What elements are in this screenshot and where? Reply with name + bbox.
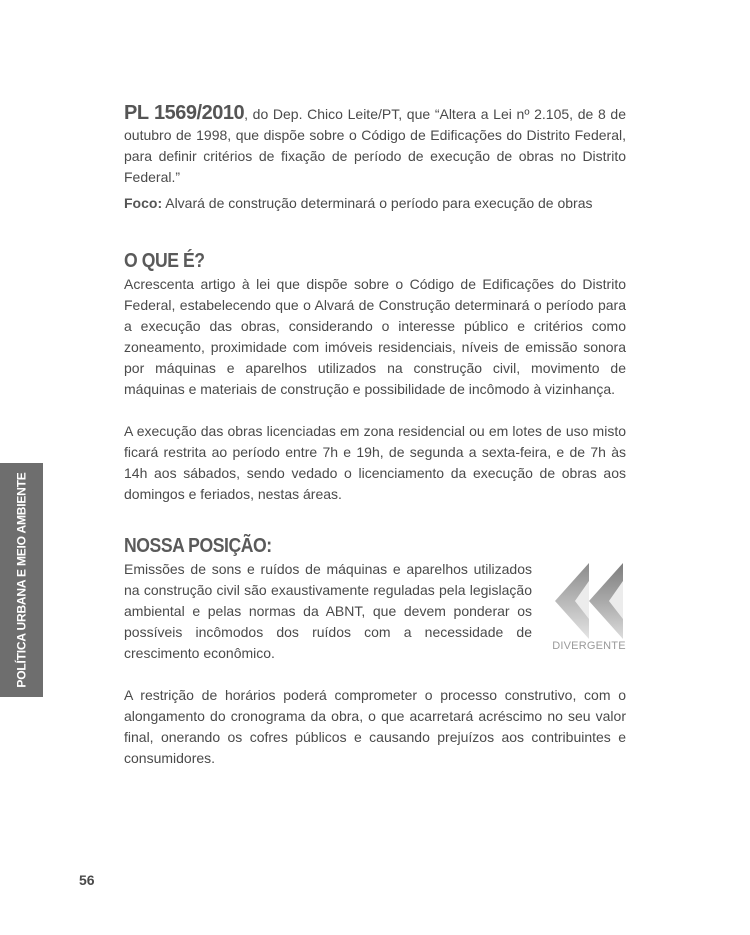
what-is-paragraph-1: Acrescenta artigo à lei que dispõe sobre o Código de Edificações do Distrito Federal, estabelecendo que o Alvará de Construção determinará o período para a execução das obras, considerando o interesse público e critérios como zoneamento, proximidade com imóveis residenciais, níveis de emissão sonora por máquinas e aparelhos utilizados na construção civil, movimento de máquinas e materiais de construção e possibilidade de incômodo à vizinhança.	[124, 276, 626, 397]
bill-intro	[124, 103, 626, 188]
bill-focus	[124, 193, 626, 214]
double-left-arrow-icon	[553, 561, 625, 639]
page-number: 56	[79, 872, 95, 888]
bill-description: , do Dep. Chico Leite/PT, que “Altera a Lei nº 2.105, de 8 de outubro de 1998, que dispõe sobre o Código de Edificações do Distrito Federal, para definir critérios de fixação de período de execução de obras no Distrito Federal.”	[124, 106, 627, 185]
section-side-tab-label: POLÍTICA URBANA E MEIO AMBIENTE	[14, 472, 29, 688]
position-block	[124, 559, 626, 664]
position-heading: NOSSA POSIÇÃO:	[124, 535, 272, 557]
section-side-tab	[0, 463, 43, 697]
bill-number: PL 1569/2010	[124, 102, 245, 124]
position-badge	[552, 559, 626, 652]
position-badge-label: DIVERGENTE	[552, 640, 626, 652]
what-is-heading: O QUE É?	[124, 250, 205, 272]
focus-label: Foco:	[124, 195, 163, 211]
what-is-paragraph-2: A execução das obras licenciadas em zona residencial ou em lotes de uso misto ficará restrita ao período entre 7h e 19h, de segunda a sexta-feira, e de 7h às 14h aos sábados, sendo vedado o licenciamento da execução de obras aos domingos e feriados, nestas áreas.	[124, 423, 626, 502]
position-paragraph-2: A restrição de horários poderá comprometer o processo construtivo, com o alongamento do cronograma da obra, o que acarretará acréscimo no seu valor final, onerando os cofres públicos e causando prejuízos aos contribuintes e consumidores.	[124, 687, 626, 766]
focus-text: Alvará de construção determinará o período para execução de obras	[162, 195, 593, 211]
page-content	[124, 103, 626, 769]
position-paragraph-1: Emissões de sons e ruídos de máquinas e aparelhos utilizados na construção civil são exaustivamente reguladas pela legislação ambiental e pelas normas da ABNT, que devem ponderar os possíveis incômodos dos ruídos com a necessidade de crescimento econômico.	[124, 561, 532, 661]
